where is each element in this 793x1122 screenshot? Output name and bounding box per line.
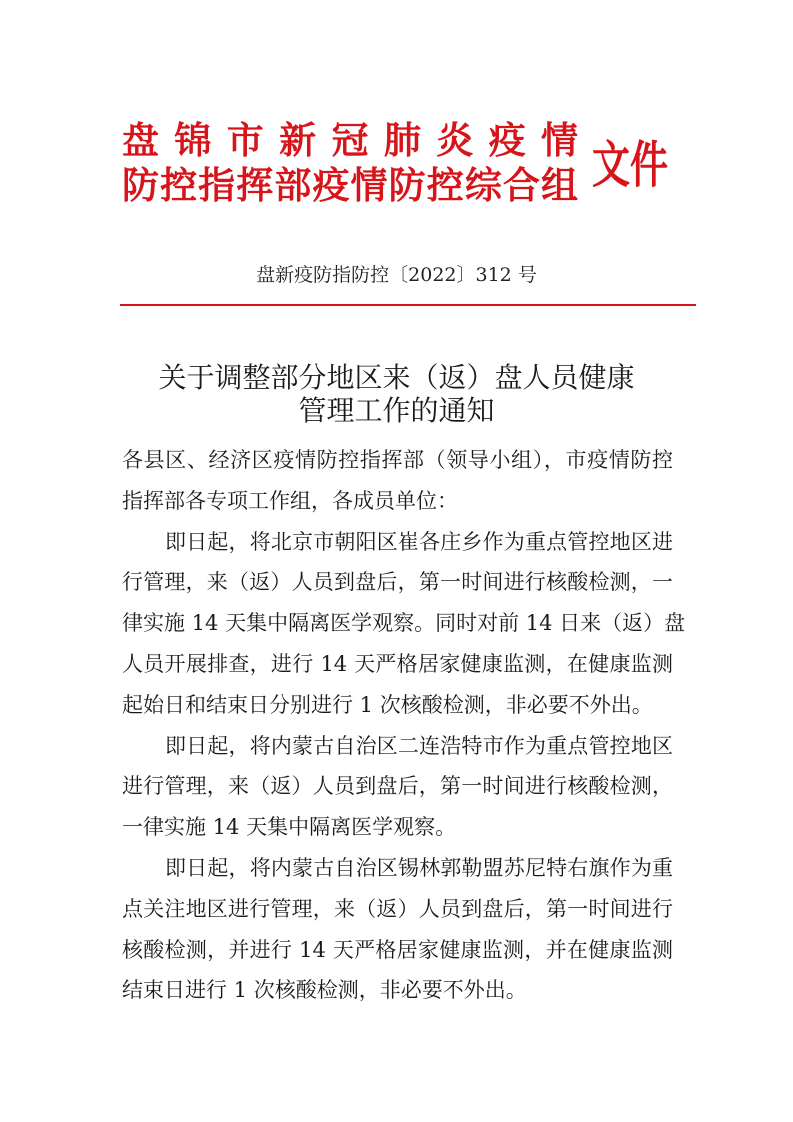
paragraph-line: 核酸检测，并进行 14 天严格居家健康监测，并在健康监测 xyxy=(122,937,673,962)
paragraph-line: 即日起，将内蒙古自治区锡林郭勒盟苏尼特右旗作为重 xyxy=(165,855,673,880)
paragraph-line: 结束日进行 1 次核酸检测，非必要不外出。 xyxy=(122,978,527,1003)
paragraph-line: 一律实施 14 天集中隔离医学观察。 xyxy=(122,815,457,840)
red-divider-line xyxy=(120,304,696,306)
salutation-line: 指挥部各专项工作组，各成员单位： xyxy=(122,488,458,513)
issuer-title-line-1: 盘锦市新冠肺炎疫情 xyxy=(122,118,578,162)
document-body xyxy=(122,440,686,1011)
paragraph-line: 人员开展排查，进行 14 天严格居家健康监测，在健康监测 xyxy=(122,651,673,676)
paragraph-line: 起始日和结束日分别进行 1 次核酸检测，非必要不外出。 xyxy=(122,692,653,717)
document-title-line-1: 关于调整部分地区来（返）盘人员健康 xyxy=(158,361,635,394)
paragraph-1 xyxy=(122,522,686,726)
paragraph-line: 即日起，将北京市朝阳区崔各庄乡作为重点管控地区进 xyxy=(165,529,673,554)
paragraph-2 xyxy=(122,726,673,848)
document-title-line-2: 管理工作的通知 xyxy=(298,394,495,427)
issuer-title-suffix: 文件 xyxy=(592,135,668,194)
paragraph-line: 行管理，来（返）人员到盘后，第一时间进行核酸检测，一 xyxy=(122,570,673,595)
document-title xyxy=(0,361,793,427)
salutation xyxy=(122,440,673,522)
issuer-title-line-2: 防控指挥部疫情防控综合组 xyxy=(122,163,578,207)
paragraph-line: 进行管理，来（返）人员到盘后，第一时间进行核酸检测， xyxy=(122,774,673,799)
paragraph-line: 即日起，将内蒙古自治区二连浩特市作为重点管控地区 xyxy=(165,733,673,758)
salutation-line: 各县区、经济区疫情防控指挥部（领导小组），市疫情防控 xyxy=(122,448,673,472)
paragraph-line: 点关注地区进行管理，来（返）人员到盘后，第一时间进行 xyxy=(122,896,673,921)
paragraph-line: 律实施 14 天集中隔离医学观察。同时对前 14 日来（返）盘 xyxy=(122,611,686,636)
document-number: 盘新疫防指防控〔2022〕312 号 xyxy=(256,264,537,286)
paragraph-3 xyxy=(122,848,673,1011)
